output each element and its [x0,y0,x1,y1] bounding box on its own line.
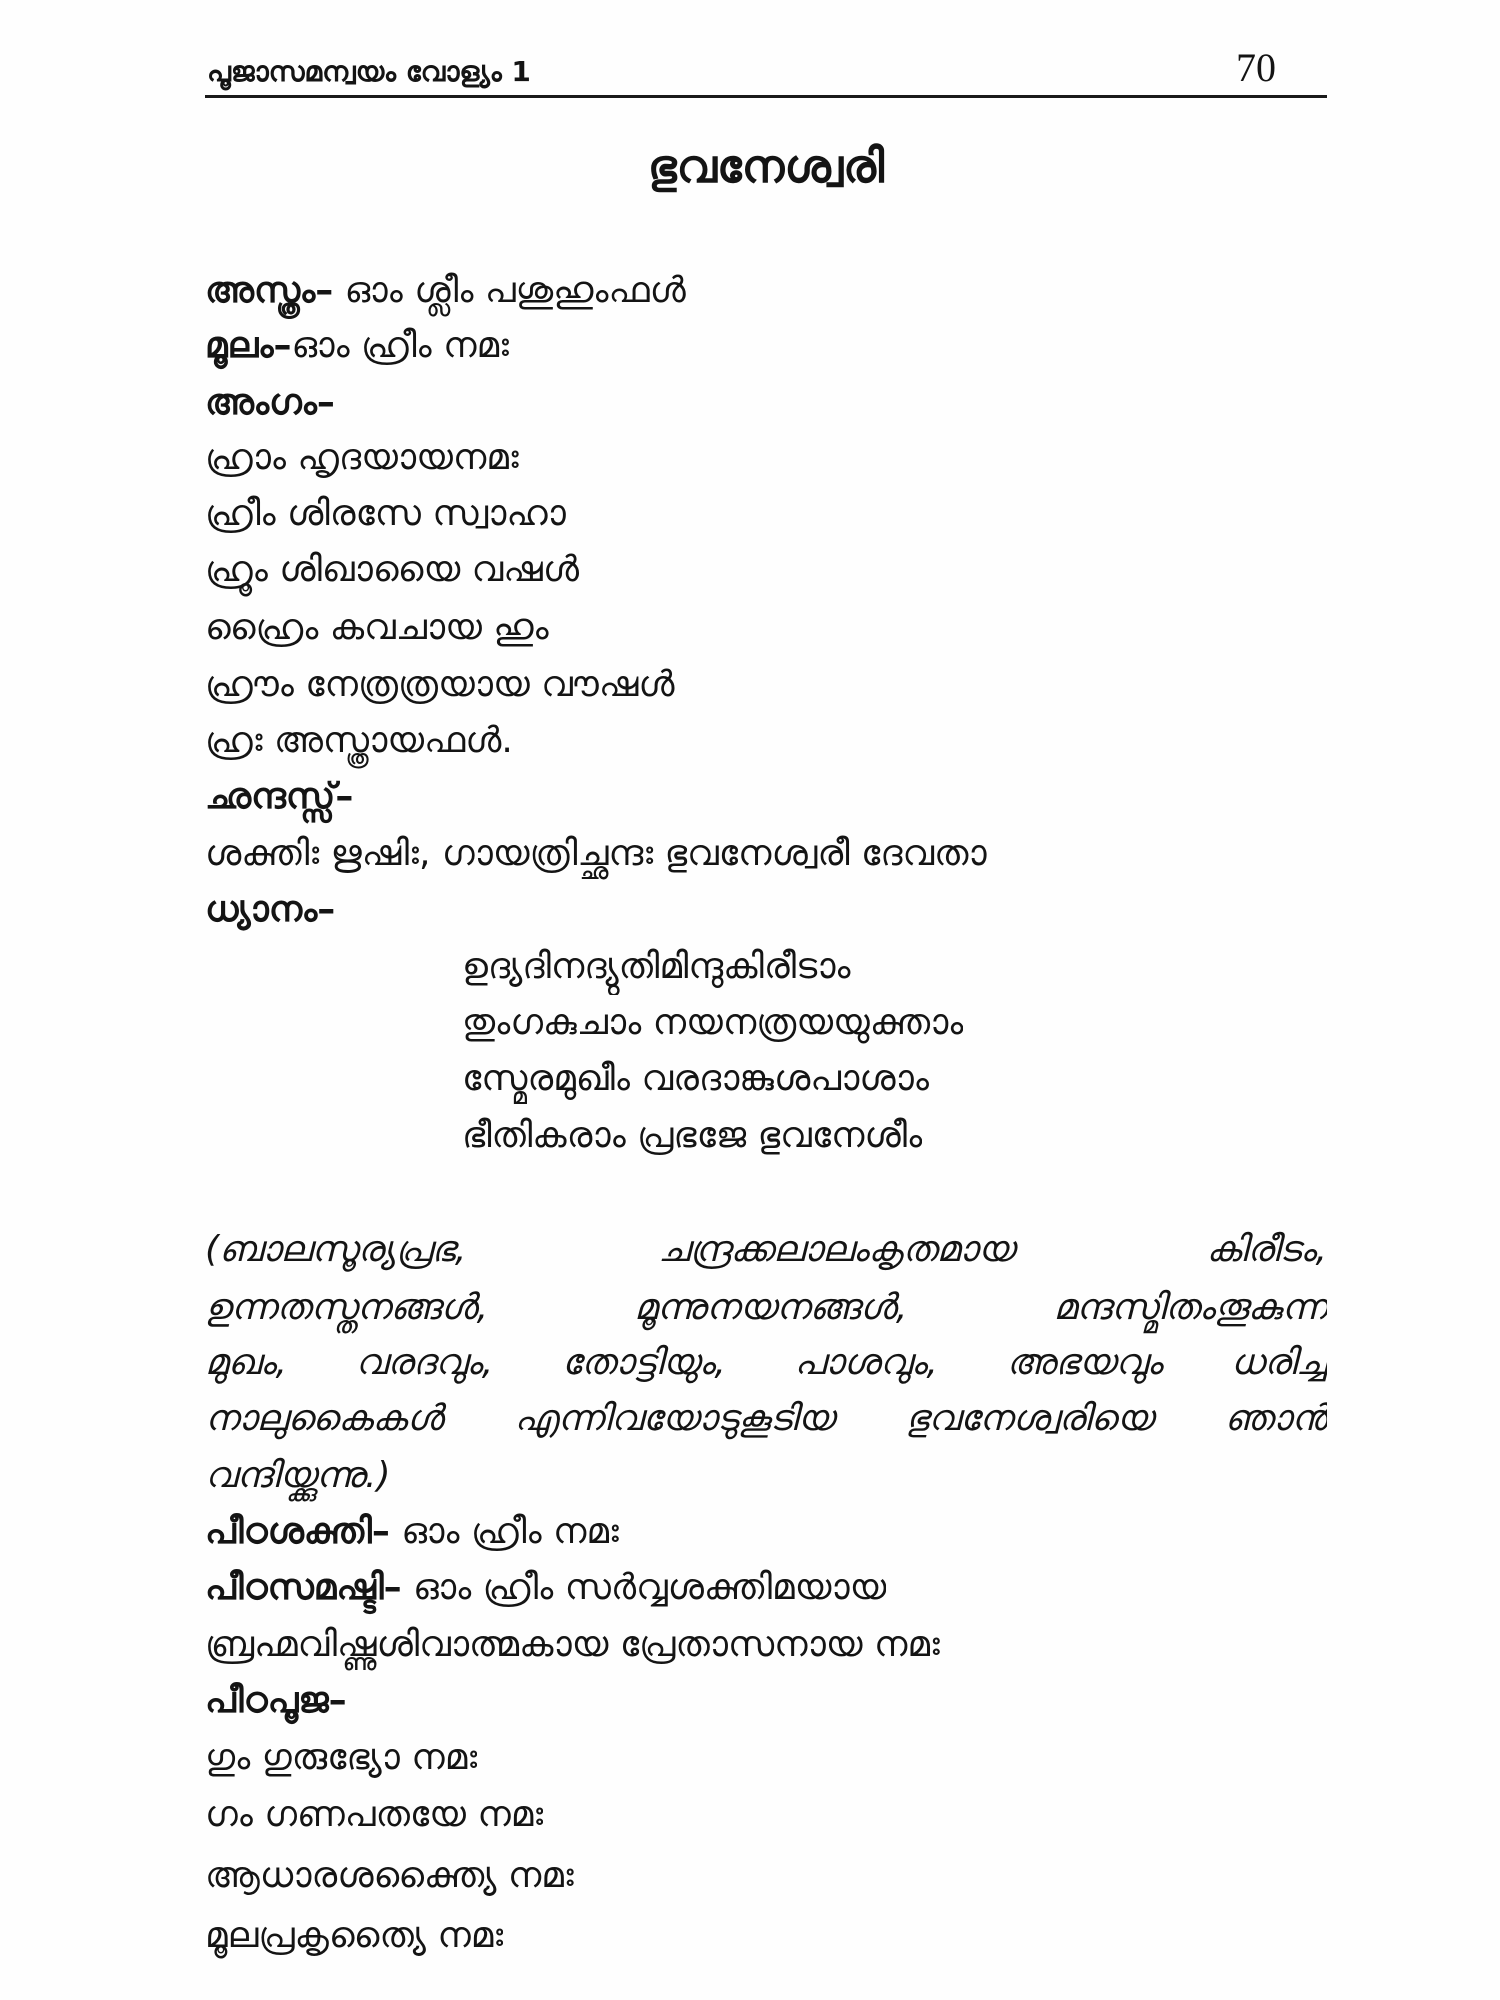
dhyanam-label: ധ്യാനം– [205,889,336,930]
peetha-samashti-text: ഓം ഹ്രീം സർവ്വശക്തിമയായ [413,1567,887,1608]
chandas-label: ഛന്ദസ്സ്– [205,776,354,817]
meaning-line: ഉന്നതസ്തനങ്ങൾ, മൂന്നുനയനങ്ങൾ, മന്ദസ്മിതംതൂകുന്ന [205,1287,1327,1328]
angam-line: ഹ്രൗം നേത്രത്രയായ വൗഷൾ [205,664,675,705]
dhyana-verse-line: ഭീതികരാം പ്രഭജേ ഭുവനേശീം [462,1115,923,1156]
astram-label: അസ്ത്രം– [205,270,334,311]
peetha-samashti-continuation: ബ്രഹ്മവിഷ്ണുശിവാത്മകായ പ്രേതാസനായ നമഃ [205,1624,940,1665]
astram-line [205,263,686,319]
moolam-text: ഓം ഹ്രീം നമഃ [291,325,509,366]
peetha-pooja-line: ഗും ഗുരുഭ്യോ നമഃ [205,1737,478,1778]
peetha-pooja-line: ഗം ഗണപതയേ നമഃ [205,1794,544,1835]
peetha-shakti-label: പീഠശക്തി– [205,1511,390,1552]
meaning-line: (ബാലസൂര്യപ്രഭ, ചന്ദ്രക്കലാലംകൃതമായ കിരീടം, [205,1229,1327,1270]
peetha-pooja-line: മൂലപ്രകൃത്യൈ നമഃ [205,1915,504,1956]
moolam-line [205,318,509,374]
page-number: 70 [1236,45,1276,90]
angam-line: ഹ്രീം ശിരസേ സ്വാഹാ [205,493,566,534]
angam-line: ഹ്രഃ അസ്ത്രായഫൾ. [205,720,513,761]
peetha-pooja-label: പീഠപൂജ– [205,1680,347,1721]
running-title: പൂജാസമന്വയം വോള്യം 1 [207,55,531,88]
moolam-label: മൂലം– [205,325,292,366]
angam-line: ഹ്രാം ഹൃദയായനമഃ [205,437,519,478]
peetha-pooja-heading [205,1673,347,1729]
dhyana-verse-line: സ്മേരമുഖീം വരദാങ്കുശപാശാം [462,1058,929,1099]
meaning-line: വന്ദിയ്ക്കുന്നു.) [205,1455,391,1496]
angam-label: അംഗം– [205,382,335,423]
dhyana-verse-line: ഉദ്യദിനദ്യുതിമിന്ദുകിരീടാം [462,946,851,987]
peetha-pooja-line: ആധാരശക്ത്യൈ നമഃ [205,1855,574,1896]
chandas-text: ശക്തിഃ ഋഷിഃ, ഗായത്രിച്ഛന്ദഃ ഭുവനേശ്വരീ ദേവതാ [205,833,987,874]
dhyana-verse-line: തുംഗകുചാം നയനത്രയയുക്താം [462,1002,964,1043]
angam-line: ഹ്രൂം ശിഖായൈ വഷൾ [205,549,579,590]
peetha-samashti-label: പീഠസമഷ്ടി– [205,1567,402,1608]
chandas-heading [205,769,353,825]
angam-line: ഹ്രൈം കവചായ ഹും [205,607,549,648]
peetha-shakti-line [205,1504,619,1560]
page-title: ഭുവനേശ്വരി [647,139,885,193]
angam-heading [205,375,335,431]
meaning-line: നാലുകൈകൾ എന്നിവയോടുകൂടിയ ഭുവനേശ്വരിയെ ഞാൻ [205,1398,1327,1439]
peetha-samashti-line [205,1560,886,1616]
dhyanam-heading [205,882,335,938]
meaning-line: മുഖം, വരദവും, തോട്ടിയും, പാശവും, അഭയവും ധരിച്ച [205,1342,1327,1383]
peetha-shakti-text: ഓം ഹ്രീം നമഃ [401,1511,619,1552]
astram-text: ഓം ശ്ലീം പശുഹുംഫൾ [344,270,686,311]
header-rule [205,95,1327,98]
